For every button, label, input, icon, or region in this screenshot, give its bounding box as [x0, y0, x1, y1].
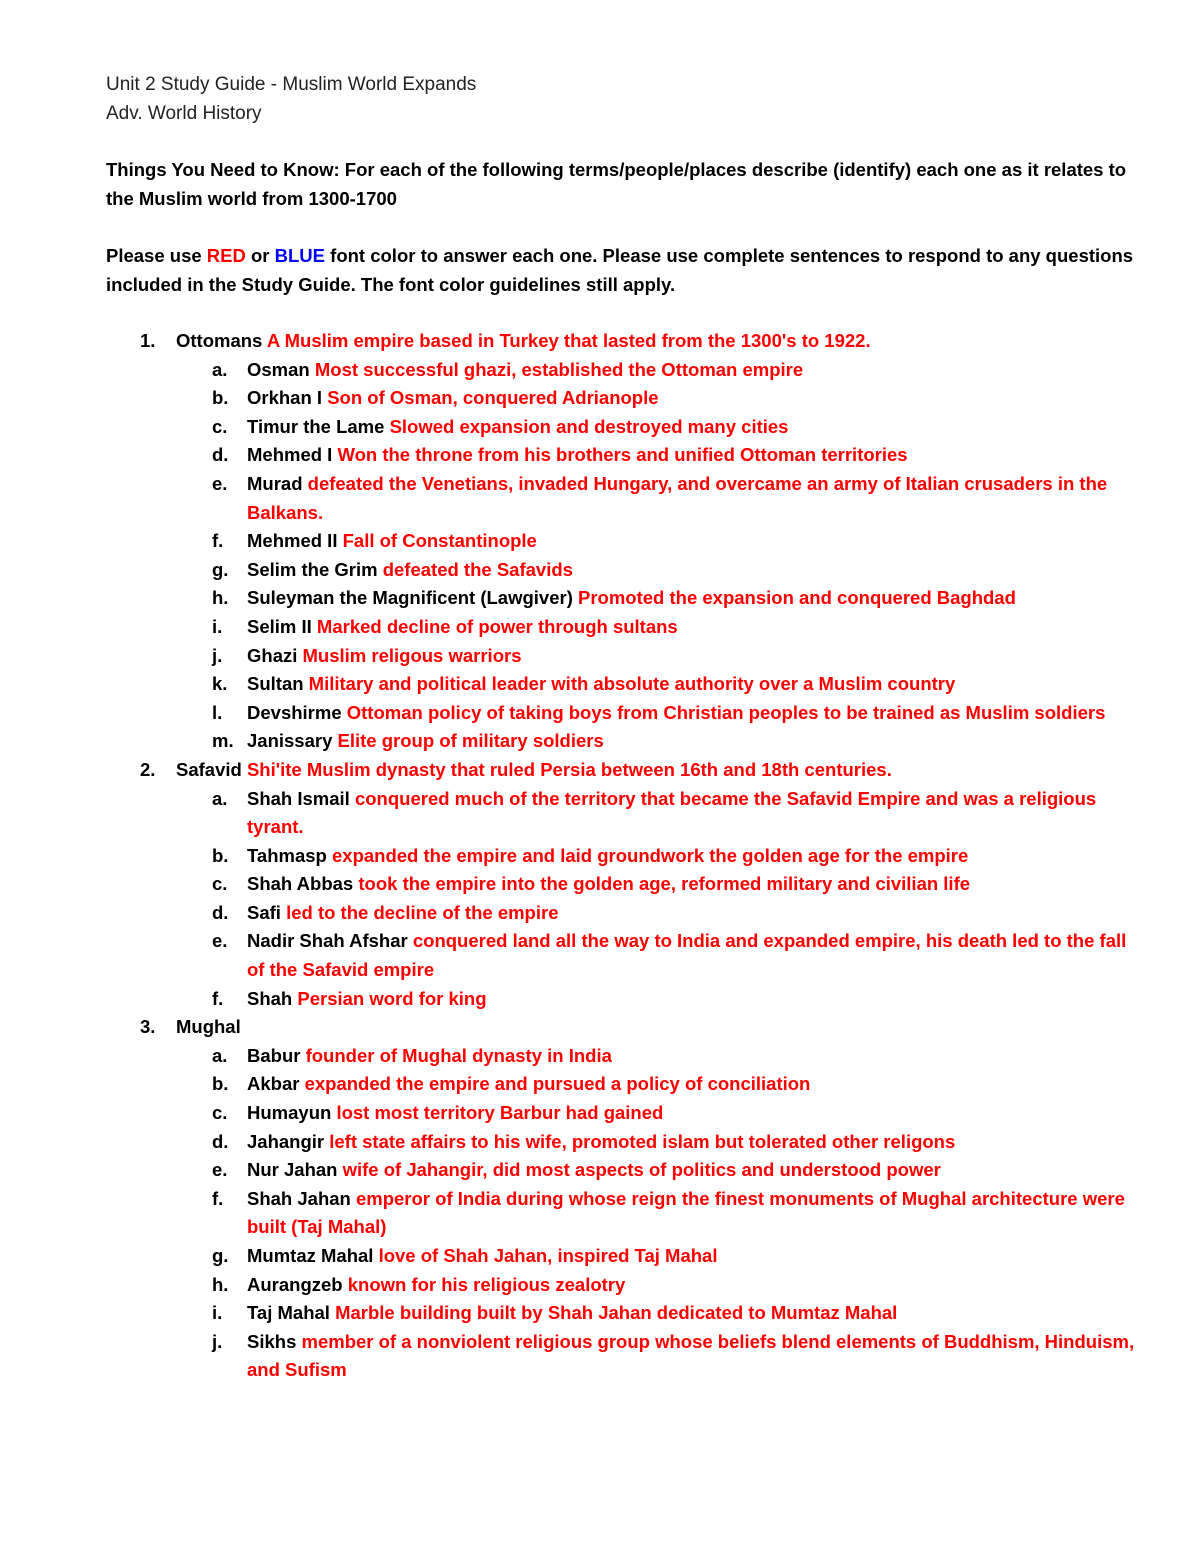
- term-letter: k.: [212, 673, 228, 695]
- term-letter: l.: [212, 701, 223, 723]
- term-answer: Fall of Constantinople: [342, 530, 537, 552]
- term-item: [0, 1271, 1200, 1300]
- term-answer: Won the throne from his brothers and unified Ottoman territories: [337, 444, 908, 466]
- term-name: Selim II: [247, 615, 312, 637]
- term-body: [247, 584, 1147, 613]
- term-body: [247, 1185, 1147, 1242]
- term-body: [247, 1271, 1147, 1300]
- term-body: [247, 927, 1147, 984]
- term-letter: i.: [212, 615, 223, 637]
- term-body: [247, 842, 1147, 871]
- term-answer: Muslim religous warriors: [302, 644, 522, 666]
- term-letter: e.: [212, 1159, 228, 1181]
- term-name: Shah Jahan: [247, 1187, 351, 1209]
- term-body: [247, 613, 1147, 642]
- term-letter: e.: [212, 472, 228, 494]
- term-letter: b.: [212, 387, 229, 409]
- term-item: [0, 1328, 1200, 1385]
- term-letter: a.: [212, 1044, 228, 1066]
- term-name: Janissary: [247, 730, 333, 752]
- blue-word: BLUE: [274, 245, 326, 266]
- term-body: [247, 1042, 1147, 1071]
- term-letter: c.: [212, 873, 228, 895]
- term-name: Aurangzeb: [247, 1273, 343, 1295]
- term-item: [0, 413, 1200, 442]
- term-answer: Persian word for king: [297, 987, 487, 1009]
- term-name: Tahmasp: [247, 844, 327, 866]
- term-letter: d.: [212, 901, 229, 923]
- term-answer: expanded the empire and laid groundwork the golden age for the empire: [332, 844, 969, 866]
- term-letter: a.: [212, 787, 228, 809]
- term-name: Suleyman the Magnificent (Lawgiver): [247, 587, 573, 609]
- term-letter: c.: [212, 1102, 228, 1124]
- term-letter: m.: [212, 730, 234, 752]
- term-name: Orkhan I: [247, 387, 323, 409]
- term-letter: a.: [212, 358, 228, 380]
- term-letter: e.: [212, 930, 228, 952]
- term-item: [0, 1070, 1200, 1099]
- term-name: Babur: [247, 1044, 301, 1066]
- term-item: [0, 785, 1200, 842]
- term-answer: known for his religious zealotry: [347, 1273, 626, 1295]
- term-name: Mehmed II: [247, 530, 338, 552]
- intro-paragraph: Things You Need to Know: For each of the following terms/people/places describe (identify) each one as it relates to the Muslim world from 1300-1700: [106, 159, 1127, 209]
- term-name: Osman: [247, 358, 310, 380]
- term-name: Sikhs: [247, 1330, 297, 1352]
- term-name: Ghazi: [247, 644, 298, 666]
- instructions-paragraph: [106, 242, 1146, 299]
- section-item: [0, 327, 1200, 356]
- term-name: Safi: [247, 901, 281, 923]
- section-answer: A Muslim empire based in Turkey that lasted from the 1300's to 1922.: [266, 330, 871, 351]
- term-body: [247, 1070, 1147, 1099]
- section-item: [0, 756, 1200, 785]
- term-answer: Elite group of military soldiers: [337, 730, 604, 752]
- term-item: [0, 1156, 1200, 1185]
- section-item: [0, 1013, 1200, 1042]
- term-name: Shah: [247, 987, 293, 1009]
- term-item: [0, 1242, 1200, 1271]
- section-number: 3.: [140, 1016, 156, 1038]
- term-body: [247, 384, 1147, 413]
- term-letter: f.: [212, 987, 224, 1009]
- term-item: [0, 985, 1200, 1014]
- section-body: [176, 1013, 1136, 1042]
- term-answer: defeated the Safavids: [382, 558, 573, 580]
- term-body: [247, 1299, 1147, 1328]
- term-letter: j.: [212, 1330, 223, 1352]
- term-item: [0, 470, 1200, 527]
- term-body: [247, 699, 1147, 728]
- term-answer: Slowed expansion and destroyed many cities: [389, 415, 789, 437]
- term-letter: h.: [212, 1273, 229, 1295]
- section-body: [176, 327, 1136, 356]
- red-word: RED: [206, 245, 246, 266]
- term-body: [247, 785, 1147, 842]
- term-answer: Marble building built by Shah Jahan dedicated to Mumtaz Mahal: [335, 1302, 898, 1324]
- term-name: Akbar: [247, 1073, 300, 1095]
- term-body: [247, 527, 1147, 556]
- term-answer: Marked decline of power through sultans: [316, 615, 678, 637]
- term-name: Shah Ismail: [247, 787, 350, 809]
- term-answer: lost most territory Barbur had gained: [336, 1102, 664, 1124]
- section-term: Mughal: [176, 1016, 241, 1038]
- term-item: [0, 842, 1200, 871]
- term-letter: g.: [212, 558, 229, 580]
- term-item: [0, 1042, 1200, 1071]
- document-header: [106, 70, 476, 128]
- term-letter: i.: [212, 1302, 223, 1324]
- term-name: Selim the Grim: [247, 558, 378, 580]
- term-answer: Ottoman policy of taking boys from Christian peoples to be trained as Muslim soldiers: [346, 701, 1106, 723]
- term-answer: defeated the Venetians, invaded Hungary, and overcame an army of Italian crusaders in the Balkans.: [247, 472, 1108, 523]
- term-answer: led to the decline of the empire: [286, 901, 559, 923]
- term-item: [0, 584, 1200, 613]
- instructions-text-1: Please use: [106, 245, 207, 266]
- term-body: [247, 870, 1147, 899]
- term-name: Nadir Shah Afshar: [247, 930, 408, 952]
- term-answer: wife of Jahangir, did most aspects of politics and understood power: [342, 1159, 941, 1181]
- term-item: [0, 556, 1200, 585]
- term-answer: conquered much of the territory that became the Safavid Empire and was a religious tyrant.: [247, 787, 1097, 838]
- term-body: [247, 1156, 1147, 1185]
- terms-list: [0, 327, 1200, 1385]
- term-body: [247, 1242, 1147, 1271]
- term-name: Murad: [247, 472, 303, 494]
- term-body: [247, 1099, 1147, 1128]
- instructions-text-3: font color to answer each one. Please use complete sentences to respond to any questions included in the Study Guide. The font color guidelines still apply.: [106, 245, 1134, 295]
- term-item: [0, 613, 1200, 642]
- term-body: [247, 356, 1147, 385]
- term-body: [247, 1128, 1147, 1157]
- term-body: [247, 470, 1147, 527]
- term-item: [0, 1185, 1200, 1242]
- term-answer: Promoted the expansion and conquered Baghdad: [578, 587, 1016, 609]
- term-body: [247, 727, 1147, 756]
- term-answer: Son of Osman, conquered Adrianople: [327, 387, 659, 409]
- term-item: [0, 384, 1200, 413]
- term-letter: d.: [212, 444, 229, 466]
- term-answer: emperor of India during whose reign the finest monuments of Mughal architecture were built (Taj Mahal): [247, 1187, 1125, 1238]
- term-name: Taj Mahal: [247, 1302, 330, 1324]
- term-name: Timur the Lame: [247, 415, 385, 437]
- course-name: Adv. World History: [106, 103, 262, 124]
- term-item: [0, 441, 1200, 470]
- term-body: [247, 441, 1147, 470]
- term-name: Nur Jahan: [247, 1159, 338, 1181]
- term-body: [247, 642, 1147, 671]
- term-answer: founder of Mughal dynasty in India: [305, 1044, 612, 1066]
- term-item: [0, 927, 1200, 984]
- term-letter: f.: [212, 530, 224, 552]
- term-body: [247, 985, 1147, 1014]
- term-item: [0, 727, 1200, 756]
- term-answer: member of a nonviolent religious group whose beliefs blend elements of Buddhism, Hinduism, and Sufism: [247, 1330, 1135, 1381]
- term-item: [0, 527, 1200, 556]
- term-item: [0, 1299, 1200, 1328]
- term-item: [0, 1099, 1200, 1128]
- document-title: Unit 2 Study Guide - Muslim World Expands: [106, 74, 477, 95]
- term-item: [0, 356, 1200, 385]
- term-item: [0, 1128, 1200, 1157]
- term-letter: d.: [212, 1130, 229, 1152]
- term-answer: left state affairs to his wife, promoted islam but tolerated other religons: [329, 1130, 956, 1152]
- section-term: Ottomans: [176, 330, 263, 351]
- term-item: [0, 699, 1200, 728]
- term-item: [0, 870, 1200, 899]
- term-name: Mehmed I: [247, 444, 333, 466]
- term-letter: h.: [212, 587, 229, 609]
- instructions-text-2: or: [245, 245, 275, 266]
- term-name: Jahangir: [247, 1130, 325, 1152]
- term-body: [247, 556, 1147, 585]
- term-item: [0, 899, 1200, 928]
- term-letter: j.: [212, 644, 223, 666]
- term-name: Humayun: [247, 1102, 332, 1124]
- term-body: [247, 670, 1147, 699]
- term-letter: b.: [212, 1073, 229, 1095]
- section-number: 1.: [140, 330, 156, 351]
- term-item: [0, 670, 1200, 699]
- term-answer: expanded the empire and pursued a policy of conciliation: [304, 1073, 811, 1095]
- section-body: [176, 756, 1136, 785]
- term-name: Shah Abbas: [247, 873, 354, 895]
- term-item: [0, 642, 1200, 671]
- section-number: 2.: [140, 758, 156, 780]
- term-letter: f.: [212, 1187, 224, 1209]
- term-answer: took the empire into the golden age, reformed military and civilian life: [358, 873, 971, 895]
- term-answer: conquered land all the way to India and expanded empire, his death led to the fall of the Safavid empire: [247, 930, 1127, 981]
- term-answer: Most successful ghazi, established the Ottoman empire: [314, 358, 804, 380]
- section-answer: Shi'ite Muslim dynasty that ruled Persia between 16th and 18th centuries.: [246, 758, 892, 780]
- term-name: Sultan: [247, 673, 304, 695]
- term-name: Mumtaz Mahal: [247, 1245, 374, 1266]
- term-letter: c.: [212, 415, 228, 437]
- term-body: [247, 413, 1147, 442]
- term-letter: g.: [212, 1245, 229, 1266]
- term-body: [247, 1328, 1147, 1385]
- term-name: Devshirme: [247, 701, 342, 723]
- term-body: [247, 899, 1147, 928]
- term-answer: love of Shah Jahan, inspired Taj Mahal: [378, 1245, 718, 1266]
- term-answer: Military and political leader with absolute authority over a Muslim country: [308, 673, 956, 695]
- term-letter: b.: [212, 844, 229, 866]
- section-term: Safavid: [176, 758, 242, 780]
